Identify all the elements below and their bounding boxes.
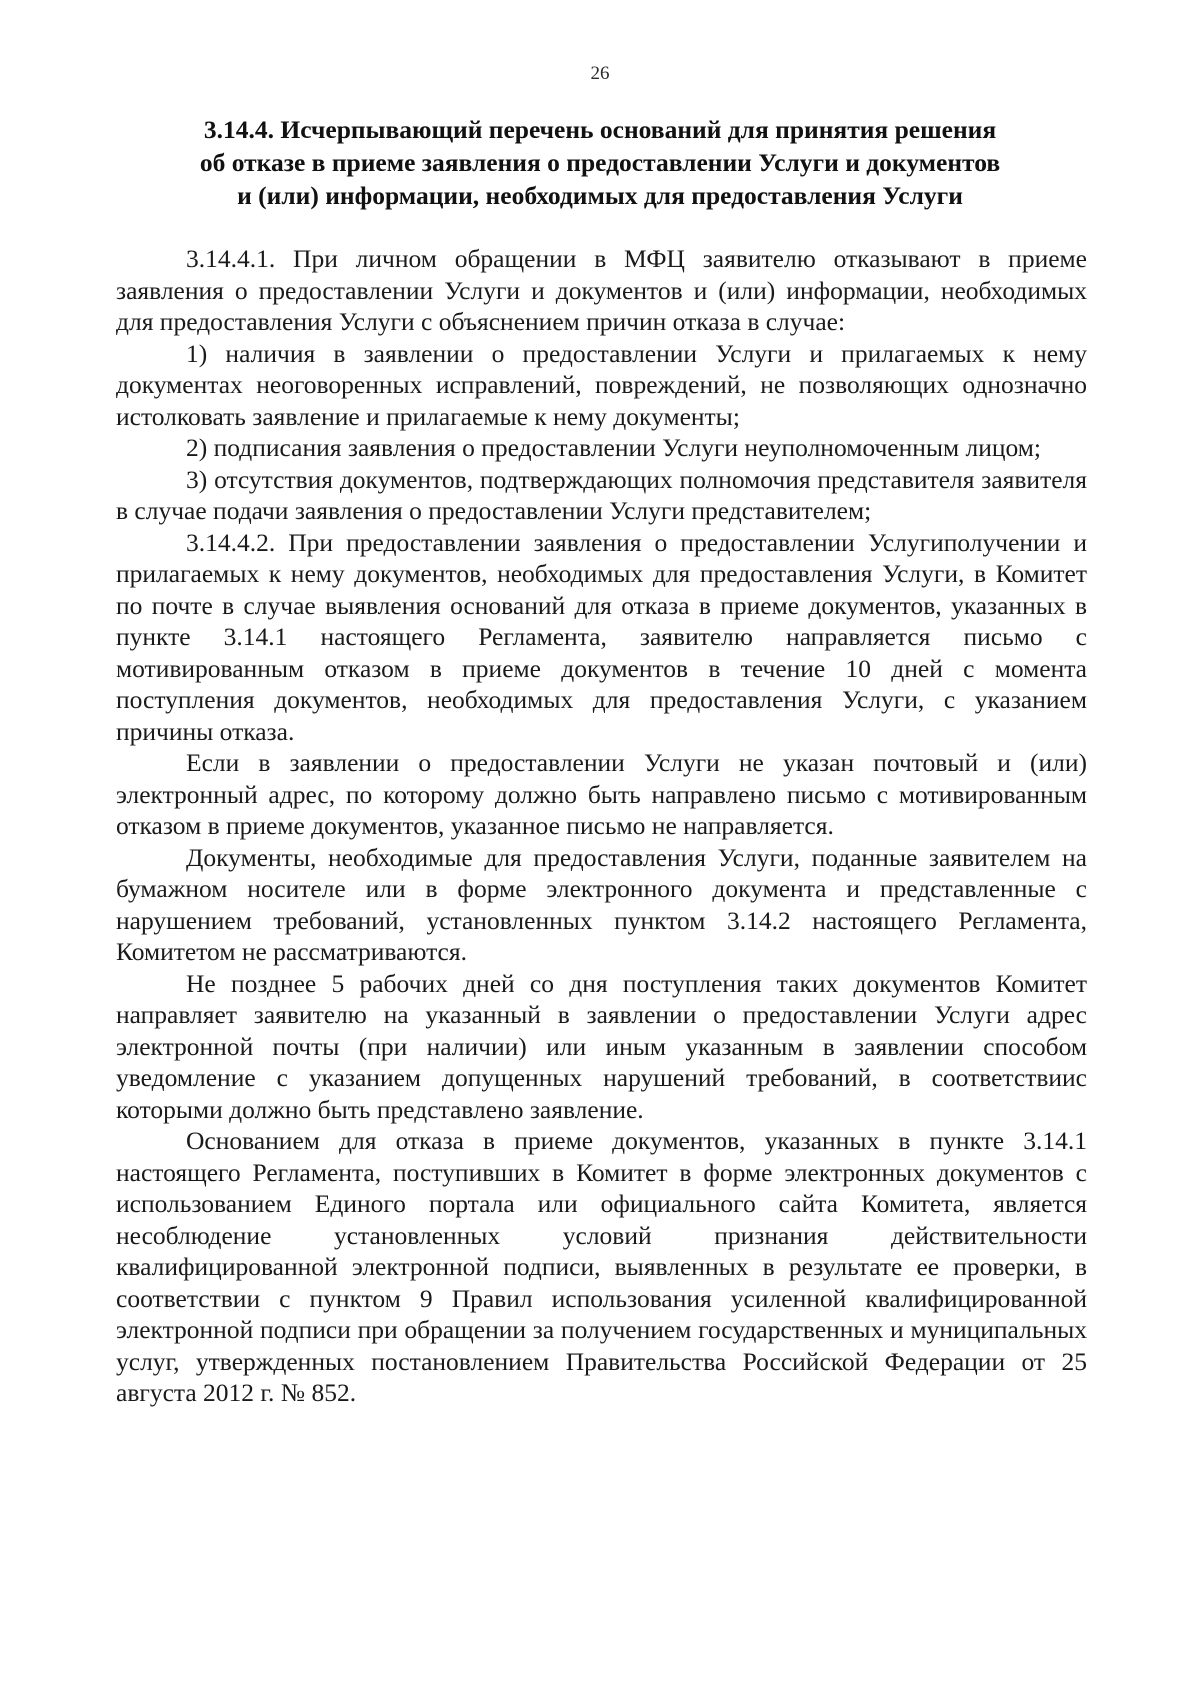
paragraph-documents-not-considered: Документы, необходимые для предоставления Услуги, поданные заявителем на бумажном носителе или в форме электронного документа и представленные с нарушением требований, установленных пунктом 3.14.2 настоящего Регламента, Комитетом не рассматриваются. xyxy=(116,842,1087,966)
list-item-2: 2) подписания заявления о предоставлении Услуги неуполномоченным лицом; xyxy=(186,433,1042,462)
section-heading-line-3: и (или) информации, необходимых для предоставления Услуги xyxy=(237,181,963,210)
paragraph-missing-address: Если в заявлении о предоставлении Услуги не указан почтовый и (или) электронный адрес, по которому должно быть направлено письмо с мотивированным отказом в приеме документов, указанное письмо не направляется. xyxy=(116,748,1087,840)
list-item-1: 1) наличия в заявлении о предоставлении Услуги и прилагаемых к нему документах неоговоренных исправлений, повреждений, не позволяющих однозначно истолковать заявление и прилагаемые к нему документы; xyxy=(116,338,1087,431)
page-number: 26 xyxy=(590,63,610,84)
paragraph-notification-deadline: Не позднее 5 рабочих дней со дня поступления таких документов Комитет направляет заявителю на указанный в заявлении о предоставлении Услуги адрес электронной почты (при наличии) или иным указанным в заявлении способом уведомление с указанием допущенных нарушений требований, в соответствиис которыми должно быть представлено заявление. xyxy=(116,968,1087,1124)
section-heading-line-2: об отказе в приеме заявления о предоставлении Услуги и документов xyxy=(199,148,1001,177)
paragraph-3-14-4-2: 3.14.4.2. При предоставлении заявления о предоставлении Услугиполучении и прилагаемых к нему документов, необходимых для предоставления Услуги, в Комитет по почте в случае выявления оснований для отказа в приеме документов, указанных в пункте 3.14.1 настоящего Регламента, заявителю направляется письмо с мотивированным отказом в приеме документов в течение 10 дней с момента поступления документов, необходимых для предоставления Услуги, с указанием причины отказа. xyxy=(116,527,1087,746)
list-item-3: 3) отсутствия документов, подтверждающих полномочия представителя заявителя в случае подачи заявления о предоставлении Услуги представителем; xyxy=(116,464,1087,525)
section-heading xyxy=(140,113,1060,212)
section-heading-line-1: 3.14.4. Исчерпывающий перечень оснований для принятия решения xyxy=(203,115,997,144)
paragraph-3-14-4-1: 3.14.4.1. При личном обращении в МФЦ заявителю отказывают в приеме заявления о предоставлении Услуги и документов и (или) информации, необходимых для предоставления Услуги с объяснением причин отказа в случае: xyxy=(116,244,1087,336)
paragraph-electronic-signature-grounds: Основанием для отказа в приеме документов, указанных в пункте 3.14.1 настоящего Регламента, поступивших в Комитет в форме электронных документов с использованием Единого портала или официального сайта Комитета, является несоблюдение установленных условий признания действительности квалифицированной электронной подписи, выявленных в результате ее проверки, в соответствии с пунктом 9 Правил использования усиленной квалифицированной электронной подписи при обращении за получением государственных и муниципальных услуг, утвержденных постановлением Правительства Российской Федерации от 25 августа 2012 г. № 852. xyxy=(116,1126,1087,1407)
document-body xyxy=(116,243,1087,1409)
